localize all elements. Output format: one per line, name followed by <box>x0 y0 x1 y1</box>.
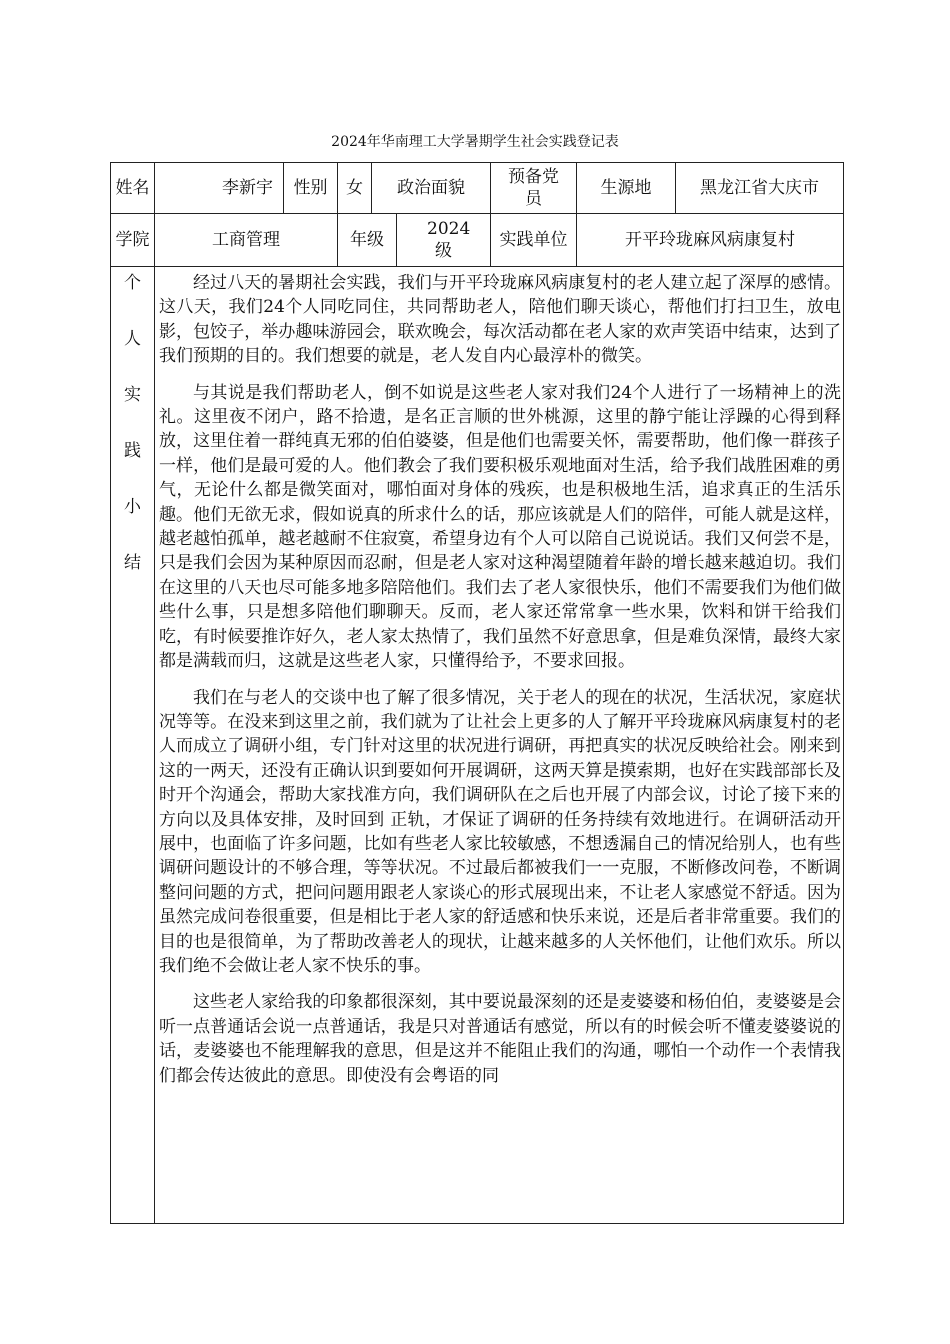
college-label: 学院 <box>111 214 155 267</box>
practice-unit-label: 实践单位 <box>491 214 577 267</box>
gender-label: 性别 <box>284 163 338 214</box>
side-char: 个 <box>124 273 141 293</box>
summary-paragraph: 与其说是我们帮助老人，倒不如说是这些老人家对我们24个人进行了一场精神上的洗礼。这里夜不闭户，路不拾遗，是名正言顺的世外桃源，这里的静宁能让浮躁的心得到释放，这里住着一群纯真无邪的伯伯婆婆，但是他们也需要关怀，需要帮助，他们像一群孩子一样，他们是最可爱的人。他们教会了我们要积极乐观地面对生活，给予我们战胜困难的勇气，无论什么都是微笑面对，哪怕面对身体的残疾，也是积极地生活，追求真正的生活乐趣。他们无欲无求，假如说真的所求什么的话，那应该就是人们的陪伴，可能人就是这样，越老越怕孤单，越老越耐不住寂寞，希望身边有个人可以陪自己说说话。我们又何尝不是，只是我们会因为某种原因而忍耐，但是老人家对这种渴望随着年龄的增长越来越迫切。我们在这里的八天也尽可能多地多陪陪他们。我们去了老人家很快乐，他们不需要我们为他们做些什么事，只是想多陪他们聊聊天。反而，老人家还常常拿一些水果，饮料和饼干给我们吃，有时候要推诈好久，老人家太热情了，我们虽然不好意思拿，但是难负深情，最终大家都是满载而归，这就是这些老人家，只懂得给予，不要求回报。 <box>159 382 841 672</box>
document-title: 2024年华南理工大学暑期学生社会实践登记表 <box>331 134 619 150</box>
summary-paragraph: 我们在与老人的交谈中也了解了很多情况，关于老人的现在的状况，生活状况，家庭状况等等。在没来到这里之前，我们就为了让社会上更多的人了解开平玲珑麻风病康复村的老人而成立了调研小组，专门针对这里的状况进行调研，再把真实的状况反映给社会。刚来到这的一两天，还没有正确认识到要如何开展调研，这两天算是摸索期，也好在实践部部长及时开个沟通会，帮助大家找准方向，我们调研队在之后也开展了内部会议，讨论了接下来的方向以及具体安排，及时回到 正轨，才保证了调研的任务持续有效地进行。在调研活动开展中，也面临了许多问题，比如有些老人家比较敏感，不想透漏自己的情况给别人，也有些调研问题设计的不够合理，等等状况。不过最后都被我们一一克服，不断修改问卷，不断调整问问题的方式，把问问题用跟老人家谈心的形式展现出来，不让老人家感觉不舒适。因为虽然完成问卷很重要，但是相比于老人家的舒适感和快乐来说，还是后者非常重要。我们的目的也是很简单，为了帮助改善老人的现状，让越来越多的人关怀他们，让他们欢乐。所以我们绝不会做让老人家不快乐的事。 <box>159 687 841 976</box>
summary-paragraph: 经过八天的暑期社会实践，我们与开平玲珑麻风病康复村的老人建立起了深厚的感情。这八天，我们24个人同吃同住，共同帮助老人，陪他们聊天谈心，帮他们打扫卫生，放电影，包饺子，举办趣味游园会，联欢晚会，每次活动都在老人家的欢声笑语中结束，达到了我们预期的目的。我们想要的就是，老人发自内心最淳朴的微笑。 <box>159 273 841 367</box>
form-row-academic <box>111 214 844 267</box>
side-char: 践 <box>124 441 141 461</box>
summary-paragraph: 这些老人家给我的印象都很深刻，其中要说最深刻的还是麦婆婆和杨伯伯，麦婆婆是会听一点普通话会说一点普通话，我是只对普通话有感觉，所以有的时候会听不懂麦婆婆说的话，麦婆婆也不能理解我的意思，但是这并不能阻止我们的沟通，哪怕一个动作一个表情我们都会传达彼此的意思。即使没有会粤语的同 <box>159 992 841 1086</box>
summary-side-label <box>111 267 155 1224</box>
political-status-label: 政治面貌 <box>372 163 491 214</box>
side-char: 人 <box>124 329 141 349</box>
form-row-summary <box>111 267 844 1224</box>
political-status-value: 预备党员 <box>491 163 577 214</box>
side-char: 结 <box>124 553 141 573</box>
origin-value: 黑龙江省大庆市 <box>676 163 844 214</box>
side-char: 小 <box>124 497 141 517</box>
form-row-personal <box>111 163 844 214</box>
practice-unit-value: 开平玲珑麻风病康复村 <box>577 214 844 267</box>
name-label: 姓名 <box>111 163 155 214</box>
summary-text <box>155 267 844 1224</box>
gender-value: 女 <box>338 163 372 214</box>
side-char: 实 <box>124 385 141 405</box>
name-value: 李新宇 <box>155 163 284 214</box>
grade-label: 年级 <box>338 214 397 267</box>
grade-value: 2024级 <box>397 214 491 267</box>
origin-label: 生源地 <box>577 163 676 214</box>
registration-form <box>110 162 844 1224</box>
college-value: 工商管理 <box>155 214 338 267</box>
